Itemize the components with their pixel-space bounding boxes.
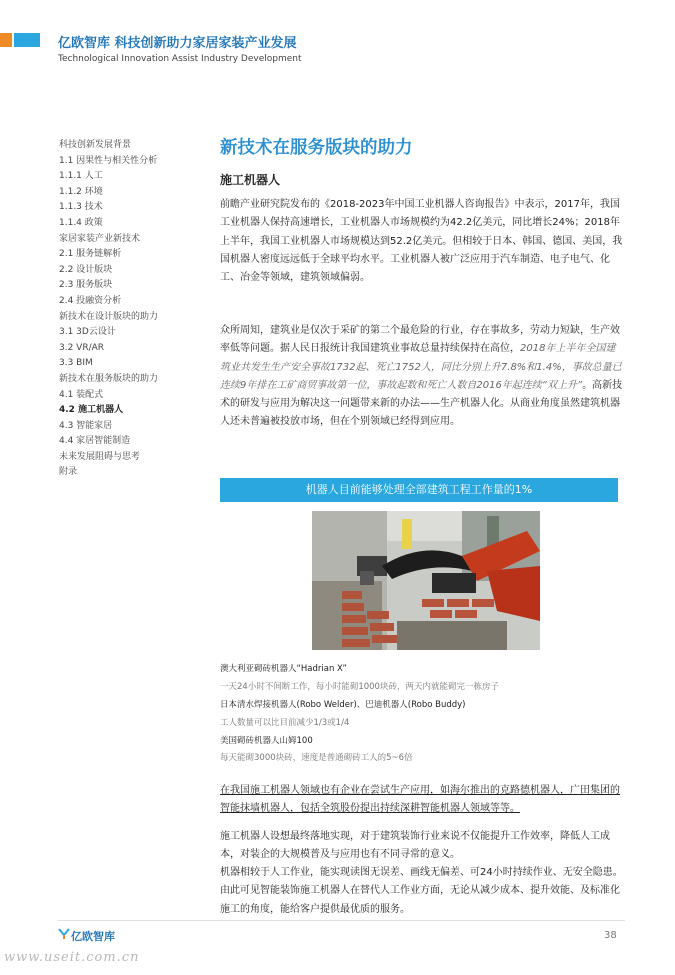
paragraph-safety-c: 。高新技术的研发与应用为解决这一问题带来新的办法——生产机器人化。从商业角度虽然建筑机器人还未普遍被投放市场，但在个别领域已经得到应用。 [220,379,623,428]
header-subtitle: Technological Innovation Assist Industry Development [58,54,302,64]
header-title: 亿欧智库 科技创新助力家居家装产业发展 [58,36,297,51]
footer-logo-text: 亿欧智库 [71,930,115,943]
construction-robot-photo [312,511,540,650]
caption-hadrian-desc: 一天24小时不间断工作，每小时能砌1000块砖，两天内就能砌完一栋房子 [220,682,499,692]
caption-japan-title: 日本清水焊接机器人(Robo Welder)、巴迪机器人(Robo Buddy) [220,700,466,710]
toc-item[interactable]: 2.1 服务链解析 [59,249,122,260]
header-accent-orange [0,33,12,47]
highlight-banner: 机器人目前能够处理全部建筑工程工作量的1% [220,478,618,502]
toc-item[interactable]: 科技创新发展背景 [59,140,132,150]
toc-item[interactable]: 新技术在服务版块的助力 [59,373,159,384]
watermark: www.useit.com.cn [4,950,140,965]
toc-item[interactable]: 2.4 投融资分析 [59,295,122,306]
toc-item[interactable]: 2.2 设计版块 [59,264,113,275]
caption-sam-desc: 每天能砌3000块砖，速度是普通砌砖工人的5~6倍 [220,753,413,763]
paragraph-safety [220,322,624,432]
yiou-logo-icon [58,928,70,940]
footer-divider [58,920,625,921]
toc-item[interactable]: 3.1 3D云设计 [59,327,116,338]
toc-item[interactable]: 3.3 BIM [59,358,93,369]
paragraph-china-robots [220,782,624,819]
construction-robot-image [312,511,540,650]
toc-item[interactable]: 4.3 智能家居 [59,420,113,431]
toc-item[interactable]: 1.1.1 人工 [59,171,103,182]
caption-sam-title: 美国砌砖机器人山姆100 [220,736,313,746]
toc-item[interactable]: 1.1 因果性与相关性分析 [59,155,158,166]
toc-item[interactable]: 2.3 服务版块 [59,280,113,291]
caption-japan-desc: 工人数量可以比目前减少1/3或1/4 [220,718,350,728]
toc-item-active[interactable]: 4.2 施工机器人 [59,405,124,416]
toc-item[interactable]: 1.1.4 政策 [59,217,103,228]
paragraph-intro: 前瞻产业研究院发布的《2018-2023年中国工业机器人咨询报告》中表示，2017年，我国工业机器人保持高速增长，工业机器人市场规模约为42.2亿美元，同比增长24%；2018年上半年，我国工业机器人市场规模达到52.2亿美元。但相较于日本、韩国、德国、美国，我国机器人密度远远低于全球平均水平。工业机器人被广泛应用于汽车制造、电子电气、化工、冶金等领域，建筑领域偏弱。 [220,199,623,284]
toc-item[interactable]: 新技术在设计版块的助力 [59,311,159,322]
table-of-contents [59,138,194,481]
paragraph-safety-a: 众所周知，建筑业是仅次于采矿的第二个最危险的行业，存在事故多，劳动力短缺，生产效率低等问题。据人民日报统计我国建筑业事故总量持续保持在高位， [220,325,620,355]
paragraph-efficiency: 施工机器人设想最终落地实现，对于建筑装饰行业来说不仅能提升工作效率，降低人工成本，对装企的大规模普及与应用也有不同寻常的意义。 [220,831,610,861]
toc-item[interactable]: 1.1.2 环境 [59,186,103,197]
toc-item[interactable]: 3.2 VR/AR [59,342,105,353]
paragraph-safety-stats: 2018年上半年全国建筑业共发生生产安全事故1732起、死亡1752人，同比分别上升7.8%和1.4%，事故总量已连续9年排在工矿商贸事故第一位，事故起数和死亡人数自2016年起连续“双上升” [220,343,622,391]
toc-item[interactable]: 家居家装产业新技术 [59,233,141,244]
toc-item[interactable]: 1.1.3 技术 [59,202,103,213]
toc-item[interactable]: 未来发展阻碍与思考 [59,451,141,462]
paragraph-advantages: 机器相较于人工作业，能实现读图无误差、画线无偏差、可24小时持续作业、无安全隐患。由此可见智能装饰施工机器人在替代人工作业方面，无论从减少成本、提升效能、及标准化施工的角度，能给客户提供最优质的服务。 [220,867,623,915]
subsection-title: 施工机器人 [220,173,281,187]
toc-item[interactable]: 4.4 家居智能制造 [59,436,131,447]
caption-hadrian-title: 澳大利亚砌砖机器人“Hadrian X” [220,664,347,674]
section-title: 新技术在服务版块的助力 [220,138,413,158]
page-number: 38 [604,930,617,941]
header-accent-blue [14,33,40,47]
toc-item[interactable]: 附录 [59,467,78,478]
toc-item[interactable]: 4.1 装配式 [59,389,104,400]
paragraph-china-robots-text: 在我国施工机器人领域也有企业在尝试生产应用，如海尔推出的克路德机器人，广田集团的智能抹墙机器人，包括全筑股份提出持续深耕智能机器人领域等等。 [220,785,620,815]
